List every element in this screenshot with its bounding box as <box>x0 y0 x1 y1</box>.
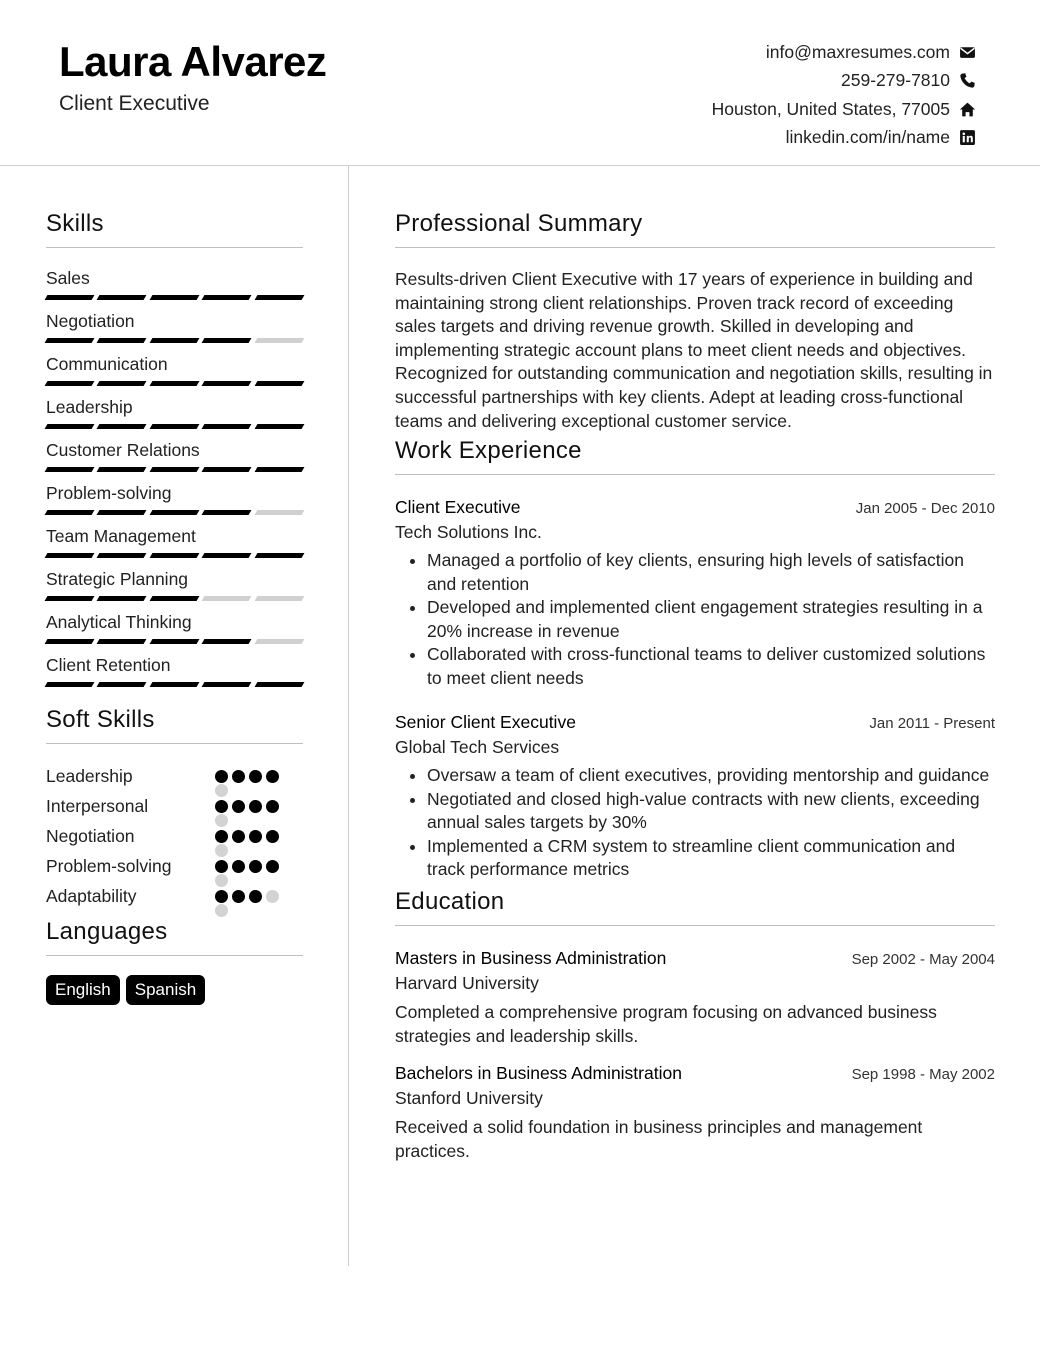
job-title: Client Executive <box>395 497 521 518</box>
skill-item <box>46 438 303 481</box>
job-bullet: • Managed a portfolio of key clients, ensuring high levels of satisfaction and retention <box>427 549 995 596</box>
contact-address-text: Houston, United States, 77005 <box>711 98 950 119</box>
soft-skill-item <box>46 822 303 852</box>
skill-segment-filled <box>149 510 199 515</box>
education-dates: Sep 1998 - May 2002 <box>851 1065 995 1083</box>
contact-email[interactable] <box>712 38 976 67</box>
skill-segment-filled <box>149 553 199 558</box>
job-entry <box>395 712 995 882</box>
phone-icon <box>958 72 976 90</box>
job-bullets <box>395 549 995 690</box>
left-column <box>46 210 303 1005</box>
job-company: Tech Solutions Inc. <box>395 522 542 543</box>
rating-dot-filled <box>232 800 245 813</box>
rating-dot-filled <box>266 860 279 873</box>
skill-item <box>46 524 303 567</box>
skill-segment-filled <box>45 553 95 558</box>
contact-block <box>712 38 976 152</box>
contact-address <box>712 95 976 124</box>
rating-dot-filled <box>266 830 279 843</box>
skill-segment-filled <box>149 467 199 472</box>
skill-segment-filled <box>254 682 304 687</box>
skill-segment-filled <box>97 682 147 687</box>
skill-segment-filled <box>45 467 95 472</box>
summary-text: Results-driven Client Executive with 17 years of experience in building and maintaining strong client relationships. Proven track record of exceeding sales targets and driving revenue growth. Skilled in developing and implementing strategic account plans to meet client needs and objectives. Recognized for outstanding communication and negotiation skills, resulting in successful partnerships with key clients. Adept at leading cross-functional teams and delivering exceptional customer service. <box>395 269 993 431</box>
skill-label: Client Retention <box>46 655 171 675</box>
skill-level-bar <box>46 295 303 300</box>
language-tag: English <box>46 975 120 1005</box>
skill-label: Strategic Planning <box>46 569 189 589</box>
contact-phone[interactable] <box>712 67 976 96</box>
skill-segment-empty <box>254 510 304 515</box>
experience-heading: Work Experience <box>395 437 995 475</box>
skill-segment-filled <box>202 338 252 343</box>
soft-skill-label: Negotiation <box>46 826 135 846</box>
education-description: Received a solid foundation in business principles and management practices. <box>395 1116 923 1162</box>
education-entry <box>395 1063 995 1164</box>
education-dates: Sep 2002 - May 2004 <box>851 950 995 968</box>
skills-list <box>46 266 303 696</box>
languages-list <box>46 975 303 1005</box>
soft-skill-label: Interpersonal <box>46 796 149 816</box>
soft-skill-rating <box>215 770 279 783</box>
rating-dot-filled <box>266 800 279 813</box>
job-bullet: • Collaborated with cross-functional teams to deliver customized solutions to meet client needs <box>427 643 995 690</box>
rating-ghost-dot <box>215 904 228 917</box>
rating-dot-filled <box>249 800 262 813</box>
right-column <box>395 210 995 1164</box>
contact-linkedin-text: linkedin.com/in/name <box>785 127 950 148</box>
skill-item <box>46 395 303 438</box>
rating-dot-filled <box>215 830 228 843</box>
skill-segment-filled <box>202 553 252 558</box>
skill-segment-filled <box>45 639 95 644</box>
soft-skill-label: Problem-solving <box>46 856 172 876</box>
skill-segment-filled <box>254 424 304 429</box>
rating-dot-filled <box>232 770 245 783</box>
skill-segment-filled <box>97 639 147 644</box>
contact-email-text: info@maxresumes.com <box>765 41 950 62</box>
soft-skill-rating <box>215 830 279 843</box>
skill-segment-filled <box>202 381 252 386</box>
soft-skill-rating <box>215 890 279 903</box>
skill-item <box>46 352 303 395</box>
education-description: Completed a comprehensive program focusing on advanced business strategies and leadership skills. <box>395 1001 937 1047</box>
skill-segment-filled <box>97 596 147 601</box>
education-header <box>395 948 995 969</box>
job-bullet: • Developed and implemented client engagement strategies resulting in a 20% increase in revenue <box>427 596 995 643</box>
skill-level-bar <box>46 596 303 601</box>
rating-dot-filled <box>232 860 245 873</box>
skill-level-bar <box>46 510 303 515</box>
skill-label: Sales <box>46 268 90 288</box>
skill-segment-empty <box>254 596 304 601</box>
skill-segment-filled <box>97 553 147 558</box>
skill-segment-empty <box>254 639 304 644</box>
skill-label: Team Management <box>46 526 196 546</box>
skill-level-bar <box>46 338 303 343</box>
skills-heading: Skills <box>46 210 303 248</box>
soft-skill-label: Leadership <box>46 766 133 786</box>
job-bullet: • Negotiated and closed high-value contracts with new clients, exceeding annual sales targets by 30% <box>427 788 995 835</box>
skill-segment-empty <box>254 338 304 343</box>
skill-label: Communication <box>46 354 168 374</box>
rating-dot-filled <box>232 890 245 903</box>
skill-label: Problem-solving <box>46 483 172 503</box>
skill-segment-filled <box>149 381 199 386</box>
education-header <box>395 1063 995 1084</box>
skill-label: Leadership <box>46 397 133 417</box>
soft-skills-list <box>46 762 303 912</box>
skill-segment-filled <box>254 381 304 386</box>
degree-title: Masters in Business Administration <box>395 947 667 968</box>
skill-segment-filled <box>202 467 252 472</box>
rating-dot-filled <box>215 770 228 783</box>
skill-item <box>46 266 303 309</box>
job-dates: Jan 2005 - Dec 2010 <box>855 500 995 518</box>
rating-dot-filled <box>266 770 279 783</box>
skill-segment-filled <box>202 639 252 644</box>
rating-dot-filled <box>249 830 262 843</box>
skill-segment-filled <box>149 639 199 644</box>
education-list <box>395 948 995 1164</box>
education-heading: Education <box>395 888 995 926</box>
candidate-name: Laura Alvarez <box>59 38 327 85</box>
skill-segment-filled <box>45 682 95 687</box>
skill-segment-filled <box>149 596 199 601</box>
linkedin-icon <box>958 129 976 147</box>
rating-dot-filled <box>215 890 228 903</box>
soft-skill-item <box>46 762 303 792</box>
contact-phone-text: 259-279-7810 <box>841 70 950 91</box>
skill-segment-filled <box>202 295 252 300</box>
soft-skill-rating <box>215 860 279 873</box>
skill-segment-filled <box>254 467 304 472</box>
skill-segment-filled <box>202 510 252 515</box>
skill-label: Customer Relations <box>46 440 200 460</box>
rating-dot-filled <box>249 890 262 903</box>
envelope-icon <box>958 43 976 61</box>
school-name: Harvard University <box>395 972 539 993</box>
skill-segment-filled <box>97 381 147 386</box>
skill-label: Analytical Thinking <box>46 612 192 632</box>
rating-dot-filled <box>232 830 245 843</box>
skill-segment-filled <box>254 553 304 558</box>
skill-level-bar <box>46 553 303 558</box>
skill-level-bar <box>46 381 303 386</box>
contact-linkedin[interactable] <box>712 124 976 153</box>
job-bullet: • Implemented a CRM system to streamline client communication and track performance metrics <box>427 835 995 882</box>
soft-skill-item <box>46 792 303 822</box>
soft-skill-item <box>46 882 303 912</box>
column-divider <box>348 166 349 1266</box>
skill-label: Negotiation <box>46 311 135 331</box>
skill-segment-filled <box>202 424 252 429</box>
job-header <box>395 497 995 518</box>
rating-dot-filled <box>215 800 228 813</box>
skill-item <box>46 309 303 352</box>
skill-level-bar <box>46 467 303 472</box>
skill-item <box>46 481 303 524</box>
skill-segment-filled <box>97 510 147 515</box>
resume-header <box>0 0 1040 166</box>
language-tag: Spanish <box>126 975 205 1005</box>
job-bullet: • Oversaw a team of client executives, providing mentorship and guidance <box>427 764 995 788</box>
job-bullets <box>395 764 995 882</box>
experience-list <box>395 497 995 882</box>
soft-skill-rating <box>215 800 279 813</box>
skill-segment-filled <box>97 338 147 343</box>
skill-segment-filled <box>45 381 95 386</box>
languages-heading: Languages <box>46 918 303 956</box>
skill-segment-filled <box>45 295 95 300</box>
skill-level-bar <box>46 639 303 644</box>
skill-segment-filled <box>45 424 95 429</box>
job-entry <box>395 497 995 690</box>
skill-item <box>46 610 303 653</box>
skill-level-bar <box>46 424 303 429</box>
skill-segment-filled <box>45 510 95 515</box>
soft-skills-heading: Soft Skills <box>46 706 303 744</box>
skill-segment-filled <box>97 467 147 472</box>
skill-segment-filled <box>45 596 95 601</box>
soft-skill-item <box>46 852 303 882</box>
soft-skill-label: Adaptability <box>46 886 137 906</box>
skill-item <box>46 567 303 610</box>
job-dates: Jan 2011 - Present <box>869 715 995 733</box>
skill-segment-filled <box>97 424 147 429</box>
summary-heading: Professional Summary <box>395 210 995 248</box>
skill-segment-filled <box>45 338 95 343</box>
skill-segment-filled <box>149 338 199 343</box>
skill-segment-filled <box>149 424 199 429</box>
degree-title: Bachelors in Business Administration <box>395 1062 682 1083</box>
skill-segment-filled <box>254 295 304 300</box>
skill-segment-filled <box>202 682 252 687</box>
home-icon <box>958 100 976 118</box>
education-entry <box>395 948 995 1049</box>
rating-dot-filled <box>249 860 262 873</box>
skill-item <box>46 653 303 696</box>
job-title: Senior Client Executive <box>395 712 576 733</box>
skill-segment-filled <box>97 295 147 300</box>
candidate-title: Client Executive <box>59 92 210 115</box>
skill-segment-empty <box>202 596 252 601</box>
skill-segment-filled <box>149 295 199 300</box>
job-company: Global Tech Services <box>395 737 560 758</box>
skill-level-bar <box>46 682 303 687</box>
rating-dot-filled <box>249 770 262 783</box>
school-name: Stanford University <box>395 1087 543 1108</box>
rating-dot-filled <box>215 860 228 873</box>
job-header <box>395 712 995 733</box>
rating-dot-empty <box>266 890 279 903</box>
skill-segment-filled <box>149 682 199 687</box>
